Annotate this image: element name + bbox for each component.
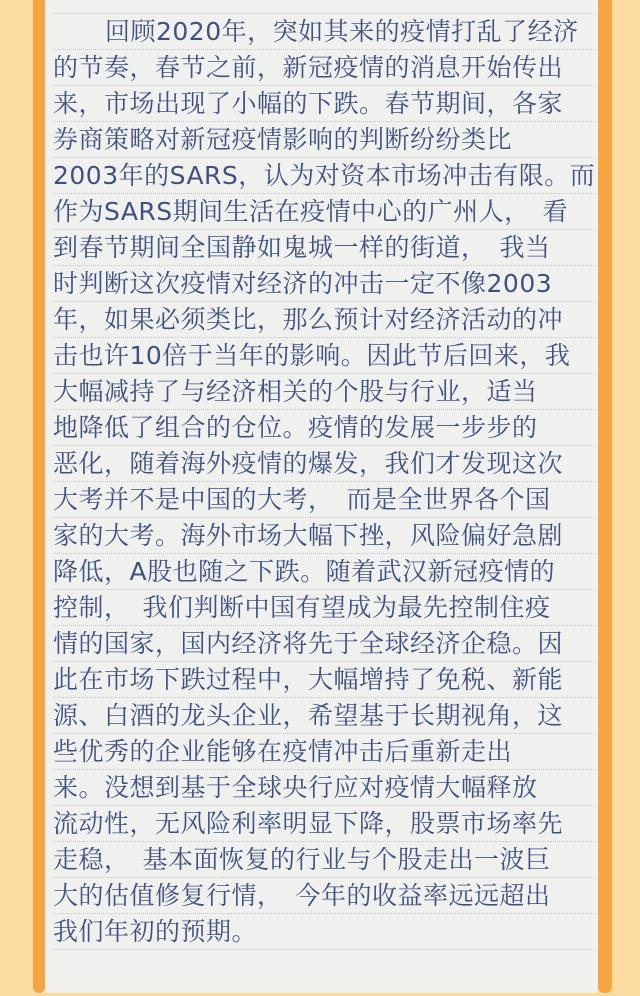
handwritten-line: 些优秀的企业能够在疫情冲击后重新走出 [53,734,594,770]
handwritten-line: 来，市场出现了小幅的下跌。春节期间，各家 [53,86,594,122]
handwritten-line: 走稳， 基本面恢复的行业与个股走出一波巨 [53,842,594,878]
handwritten-line: 控制， 我们判断中国有望成为最先控制住疫 [53,590,594,626]
handwritten-line: 流动性，无风险利率明显下降，股票市场率先 [53,806,594,842]
handwritten-line: 大的估值修复行情， 今年的收益率远远超出 [53,878,594,914]
handwritten-line: 我们年初的预期。 [53,914,594,950]
handwritten-line: 家的大考。海外市场大幅下挫，风险偏好急剧 [53,518,594,554]
handwritten-line: 击也许10倍于当年的影响。因此节后回来，我 [53,338,594,374]
ruled-paper [45,0,598,993]
frame-bar-right [598,0,612,993]
handwritten-line: 情的国家，国内经济将先于全球经济企稳。因 [53,626,594,662]
handwritten-line: 到春节期间全国静如鬼城一样的街道， 我当 [53,230,594,266]
handwritten-line: 2003年的SARS，认为对资本市场冲击有限。而 [53,158,594,194]
handwritten-line: 降低，A股也随之下跌。随着武汉新冠疫情的 [53,554,594,590]
handwritten-line: 券商策略对新冠疫情影响的判断纷纷类比 [53,122,594,158]
handwritten-line: 回顾2020年，突如其来的疫情打乱了经济 [53,14,594,50]
handwritten-line: 地降低了组合的仓位。疫情的发展一步步的 [53,410,594,446]
handwritten-line: 大幅减持了与经济相关的个股与行业，适当 [53,374,594,410]
handwritten-line: 源、白酒的龙头企业，希望基于长期视角，这 [53,698,594,734]
ruled-line [53,0,594,14]
handwritten-line: 大考并不是中国的大考， 而是全世界各个国 [53,482,594,518]
handwritten-line: 此在市场下跌过程中，大幅增持了免税、新能 [53,662,594,698]
handwritten-line: 的节奏，春节之前，新冠疫情的消息开始传出 [53,50,594,86]
handwritten-line: 来。没想到基于全球央行应对疫情大幅释放 [53,770,594,806]
handwritten-line: 作为SARS期间生活在疫情中心的广州人， 看 [53,194,594,230]
frame-bar-left [33,0,45,993]
handwritten-line: 时判断这次疫情对经济的冲击一定不像2003 [53,266,594,302]
handwritten-line: 恶化，随着海外疫情的爆发，我们才发现这次 [53,446,594,482]
handwritten-line: 年，如果必须类比，那么预计对经济活动的冲 [53,302,594,338]
